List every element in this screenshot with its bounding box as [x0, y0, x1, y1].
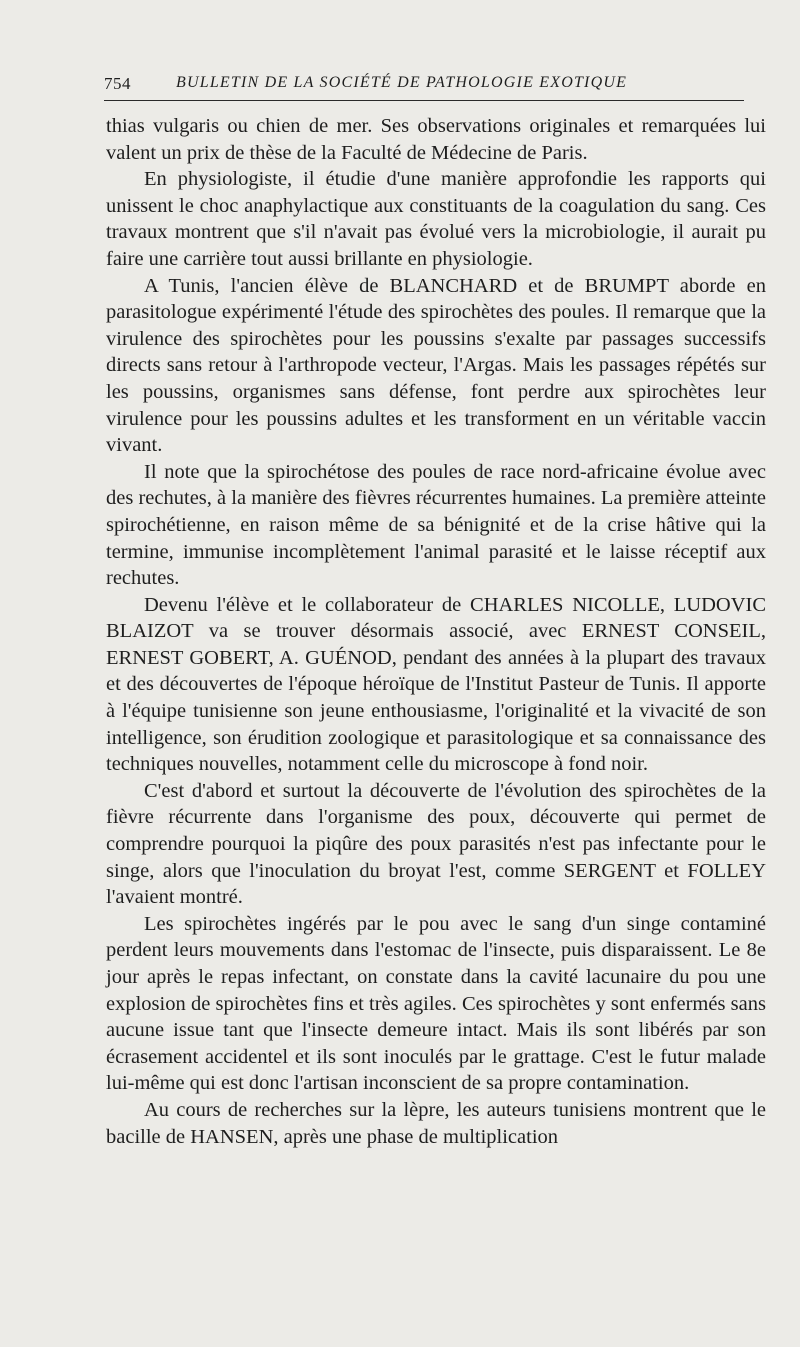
page-number: 754 — [104, 74, 131, 93]
page-header — [104, 68, 744, 98]
paragraph-5: Devenu l'élève et le collaborateur de CHARLES NICOLLE, LUDOVIC BLAIZOT va se trouver désormais associé, avec ERNEST CONSEIL, ERNEST GOBERT, A. GUÉNOD, pendant des années à la plupart des travaux et des découvertes de l'époque héroïque de l'Institut Pasteur de Tunis. Il apporte à l'équipe tunisienne son jeune enthousiasme, l'originalité et la vivacité de son intelligence, son érudition zoologique et parasitologique et sa connaissance des techniques nouvelles, notamment celle du microscope à fond noir. — [106, 593, 766, 776]
running-title: BULLETIN DE LA SOCIÉTÉ DE PATHOLOGIE EXOTIQUE — [176, 74, 628, 91]
paragraph-6: C'est d'abord et surtout la découverte de l'évolution des spirochètes de la fièvre récurrente dans l'organisme des poux, découverte qui permet de comprendre pourquoi la piqûre des poux parasités n'est pas infectante pour le singe, alors que l'inoculation du broyat l'est, comme SERGENT et FOLLEY l'avaient montré. — [106, 779, 766, 909]
paragraph-1: thias vulgaris ou chien de mer. Ses observations originales et remarquées lui valent un prix de thèse de la Faculté de Médecine de Paris. — [106, 115, 766, 164]
paragraph-8: Au cours de recherches sur la lèpre, les auteurs tunisiens montrent que le bacille de HANSEN, après une phase de multiplication — [106, 1098, 766, 1148]
body-text — [106, 113, 766, 1150]
paragraph-4: Il note que la spirochétose des poules de race nord-africaine évolue avec des rechutes, à la manière des fièvres récurrentes humaines. La première atteinte spirochétienne, en raison même de sa bénignité et de la crise hâtive qui la termine, immunise incomplètement l'animal parasité et le laisse réceptif aux rechutes. — [106, 460, 766, 590]
header-rule — [104, 100, 744, 101]
paragraph-2: En physiologiste, il étudie d'une manière approfondie les rapports qui unissent le choc anaphylactique aux constituants de la coagulation du sang. Ces travaux montrent que s'il n'avait pas évolué vers la microbiologie, il aurait pu faire une carrière tout aussi brillante en physiologie. — [106, 168, 766, 270]
paragraph-7: Les spirochètes ingérés par le pou avec le sang d'un singe contaminé perdent leurs mouvements dans l'estomac de l'insecte, puis disparaissent. Le 8e jour après le repas infectant, on constate dans la cavité lacunaire du pou une explosion de spirochètes fins et très agiles. Ces spirochètes y sont enfermés sans aucune issue tant que l'insecte demeure intact. Mais ils sont libérés par son écrasement accidentel et ils sont inoculés par le grattage. C'est le futur malade lui-même qui est donc l'artisan inconscient de sa propre contamination. — [106, 912, 766, 1095]
paragraph-3: A Tunis, l'ancien élève de BLANCHARD et de BRUMPT aborde en parasitologue expérimenté l'étude des spirochètes des poules. Il remarque que la virulence des spirochètes pour les poussins s'exalte par passages successifs directs sans retour à l'arthropode vecteur, l'Argas. Mais les passages répétés sur les poussins, organismes sans défense, font perdre aux spirochètes leur virulence pour les poussins adultes et les transforment en un véritable vaccin vivant. — [106, 274, 766, 457]
